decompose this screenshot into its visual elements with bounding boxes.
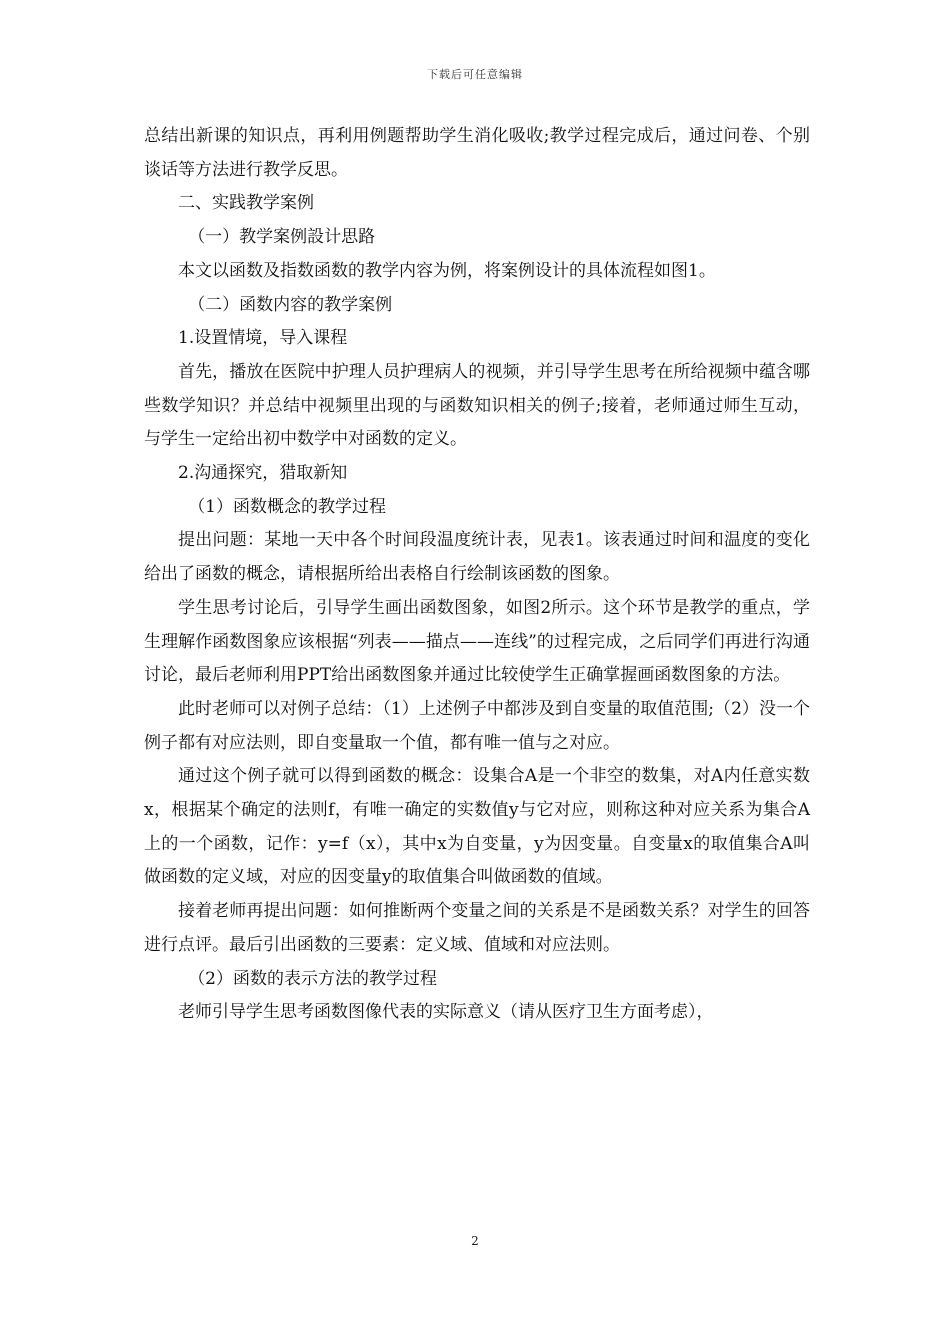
paragraph: 学生思考讨论后，引导学生画出函数图象，如图2所示。这个环节是教学的重点，学生理解作函数图象应该根据“列表——描点——连线”的过程完成，之后同学们再进行沟通讨论，最后老师利用PPT给出函数图象并通过比较使学生正确掌握画函数图象的方法。 — [144, 597, 810, 686]
section-heading: 二、实践教学案例 — [178, 193, 314, 214]
paragraph: 通过这个例子就可以得到函数的概念：设集合A是一个非空的数集，对A内任意实数x，根据某个确定的法则f，有唯一确定的实数值y与它对应，则称这种对应关系为集合A上的一个函数，记作：y=f（x），其中x为自变量，y为因变量。自变量x的取值集合A叫做函数的定义域，对应的因变量y的取值集合叫做函数的值域。 — [144, 766, 810, 888]
paragraph: 总结出新课的知识点，再利用例题帮助学生消化吸收;教学过程完成后，通过问卷、个别谈话等方法进行教学反思。 — [144, 126, 810, 180]
paragraph: 本文以函数及指数函数的教学内容为例，将案例设计的具体流程如图1。 — [178, 260, 716, 281]
page-header: 下载后可任意编辑 — [427, 68, 523, 81]
step-heading: 2.沟通探究，猎取新知 — [178, 463, 348, 484]
paragraph: 此时老师可以对例子总结：（1）上述例子中都涉及到自变量的取值范围;（2）没一个例子都有对应法则，即自变量取一个值，都有唯一值与之对应。 — [144, 698, 810, 753]
paragraph: 首先，播放在医院中护理人员护理病人的视频，并引导学生思考在所给视频中蕴含哪些数学知识？并总结中视频里出现的与函数知识相关的例子;接着，老师通过师生互动，与学生一定给出初中数学中对函数的定义。 — [144, 361, 810, 450]
paragraph: 提出问题：某地一天中各个时间段温度统计表，见表1。该表通过时间和温度的变化给出了函数的概念，请根据所给出表格自行绘制该函数的图象。 — [144, 530, 810, 585]
page-number: 2 — [471, 1234, 479, 1248]
paragraph: 接着老师再提出问题：如何推断两个变量之间的关系是不是函数关系？对学生的回答进行点评。最后引出函数的三要素：定义域、值域和对应法则。 — [144, 901, 810, 955]
paragraph: 老师引导学生思考函数图像代表的实际意义（请从医疗卫生方面考虑）， — [178, 1002, 714, 1023]
subsection-heading: （2）函数的表示方法的教学过程 — [188, 968, 438, 989]
subsection-heading: （1）函数概念的教学过程 — [188, 496, 387, 517]
subsection-heading: （二）函数内容的教学案例 — [188, 294, 393, 315]
step-heading: 1.设置情境，导入课程 — [178, 328, 348, 349]
subsection-heading: （一）教学案例設计思路 — [188, 227, 376, 248]
document-body — [144, 120, 810, 1030]
